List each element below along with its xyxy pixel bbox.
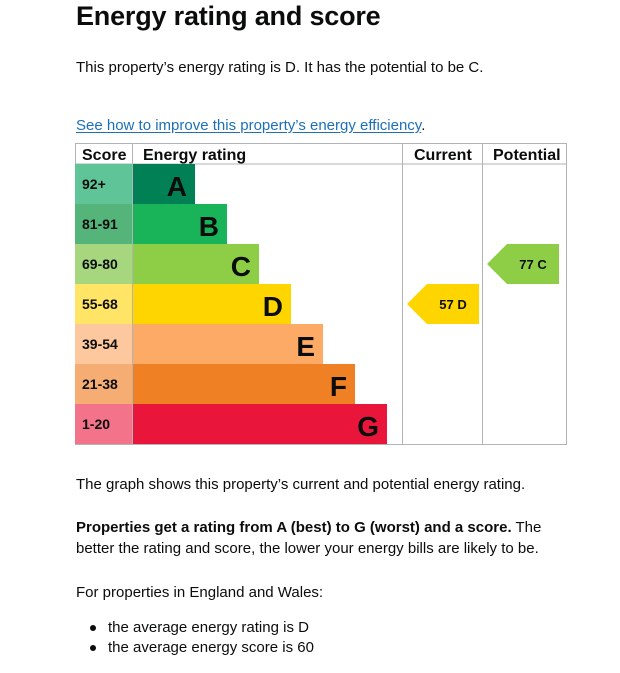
rating-bar-f <box>133 364 355 404</box>
header-current: Current <box>414 147 472 164</box>
rating-summary: This property’s energy rating is D. It has the potential to be C. <box>76 59 484 76</box>
energy-rating-chart <box>75 143 567 445</box>
header-energy-rating: Energy rating <box>143 147 247 164</box>
rating-explanation <box>76 517 576 559</box>
score-range-c: 69-80 <box>82 256 118 272</box>
rating-letter-e: E <box>296 331 315 362</box>
header-potential: Potential <box>493 147 561 164</box>
score-range-e: 39-54 <box>82 336 118 352</box>
rating-letter-f: F <box>329 371 347 402</box>
rating-letter-g: G <box>357 411 379 442</box>
rating-bar-g <box>133 404 387 444</box>
current-rating-label: 57 D <box>439 297 467 312</box>
score-range-b: 81-91 <box>82 216 118 232</box>
rating-explanation-rest: The better the rating and score, the lower your energy bills are likely to be. <box>76 519 542 557</box>
rating-letter-d: D <box>262 291 283 322</box>
list-item-average-rating: the average energy rating is D <box>76 618 314 638</box>
potential-rating-label: 77 C <box>519 257 547 272</box>
rating-bar-e <box>133 324 323 364</box>
page-title: Energy rating and score <box>76 1 381 31</box>
averages-list <box>76 618 314 658</box>
region-note: For properties in England and Wales: <box>76 584 324 601</box>
improve-efficiency-link[interactable]: See how to improve this property’s energy efficiency <box>76 117 422 134</box>
header-score: Score <box>82 147 127 164</box>
score-range-f: 21-38 <box>82 376 118 392</box>
score-range-d: 55-68 <box>82 296 118 312</box>
list-item-average-score: the average energy score is 60 <box>76 638 314 658</box>
rating-letter-c: C <box>230 251 251 282</box>
link-suffix: . <box>421 117 426 134</box>
rating-letter-a: A <box>166 171 187 202</box>
score-range-g: 1-20 <box>82 416 111 432</box>
score-range-a: 92+ <box>82 176 106 192</box>
rating-explanation-bold: Properties get a rating from A (best) to G (worst) and a score. <box>76 519 512 536</box>
graph-description: The graph shows this property’s current and potential energy rating. <box>76 476 526 493</box>
improve-link-paragraph <box>76 115 425 136</box>
rating-letter-b: B <box>198 211 219 242</box>
